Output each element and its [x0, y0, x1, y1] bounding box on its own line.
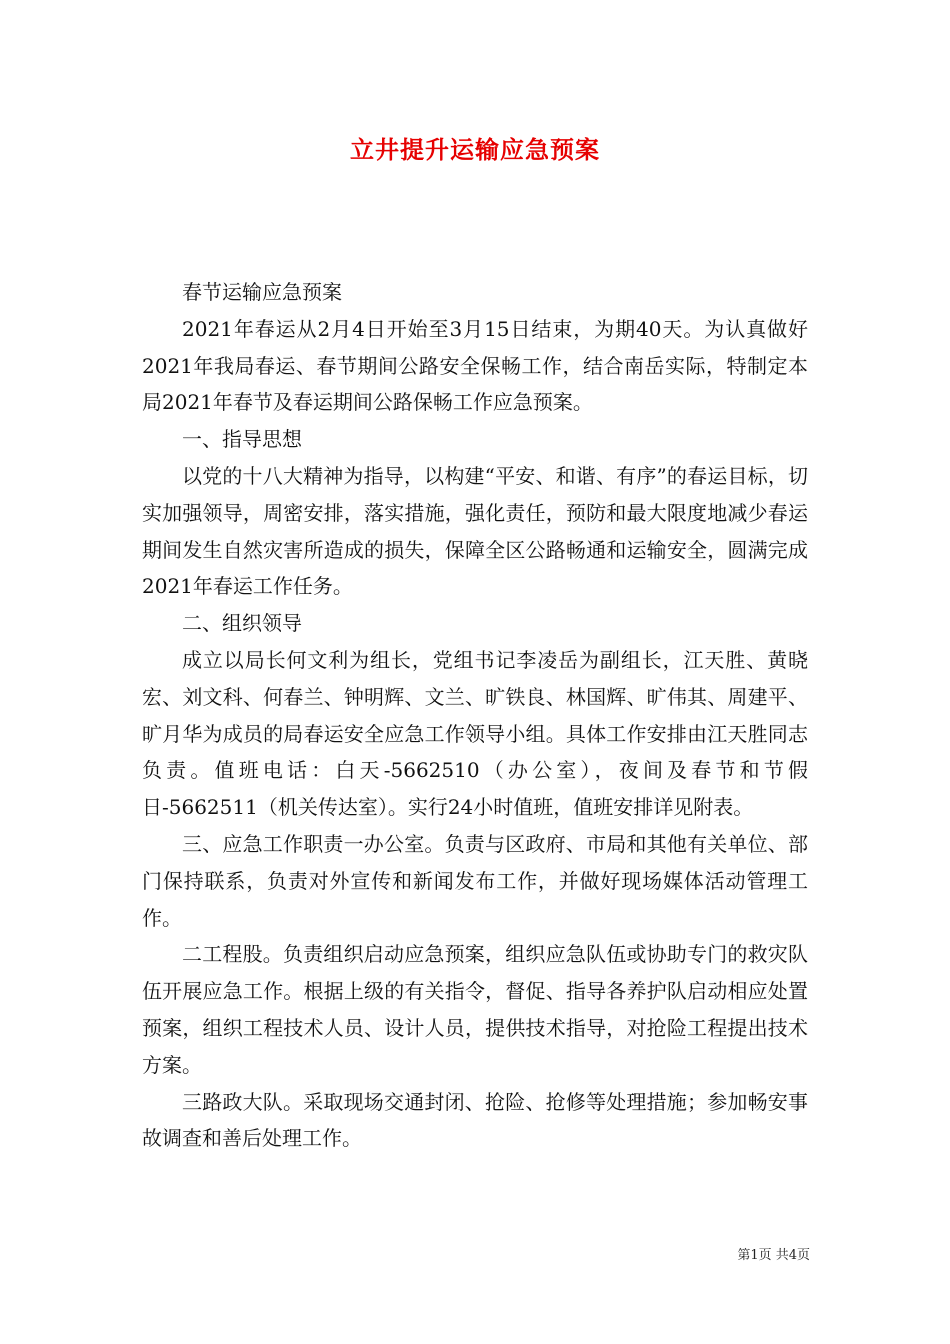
paragraph: 以党的十八大精神为指导，以构建“平安、和谐、有序”的春运目标，切实加强领导，周密安排，落实措施，强化责任，预防和最大限度地减少春运期间发生自然灾害所造成的损失，保障全区公路畅通和运输安全，圆满完成2021年春运工作任务。 [142, 463, 808, 599]
paragraph: 2021年春运从2月4日开始至3月15日结束，为期40天。为认真做好2021年我局春运、春节期间公路安全保畅工作，结合南岳实际，特制定本局2021年春节及春运期间公路保畅工作应急预案。 [142, 316, 808, 415]
paragraph: 春节运输应急预案 [182, 280, 342, 304]
paragraph: 二、组织领导 [182, 611, 302, 636]
document-title: 立井提升运输应急预案 [350, 135, 600, 164]
paragraph: 三路政大队。采取现场交通封闭、抢险、抢修等处理措施；参加畅安事故调查和善后处理工作。 [142, 1089, 808, 1151]
page-number-footer: 第1页 共4页 [737, 1248, 810, 1263]
paragraph: 成立以局长何文利为组长，党组书记李凌岳为副组长，江天胜、黄晓宏、刘文科、何春兰、钟明辉、文兰、旷铁良、林国辉、旷伟其、周建平、旷月华为成员的局春运安全应急工作领导小组。具体工作安排由江天胜同志负责。值班电话：白天-5662510（办公室），夜间及春节和节假日-5662511（机关传达室）。实行24小时值班，值班安排详见附表。 [142, 647, 808, 820]
paragraph: 二工程股。负责组织启动应急预案，组织应急队伍或协助专门的救灾队伍开展应急工作。根据上级的有关指令，督促、指导各养护队启动相应处置预案，组织工程技术人员、设计人员，提供技术指导，对抢险工程提出技术方案。 [142, 942, 808, 1077]
paragraph: 一、指导思想 [182, 427, 302, 452]
document-body [142, 274, 808, 1157]
paragraph: 三、应急工作职责一办公室。负责与区政府、市局和其他有关单位、部门保持联系，负责对外宣传和新闻发布工作，并做好现场媒体活动管理工作。 [142, 831, 808, 930]
